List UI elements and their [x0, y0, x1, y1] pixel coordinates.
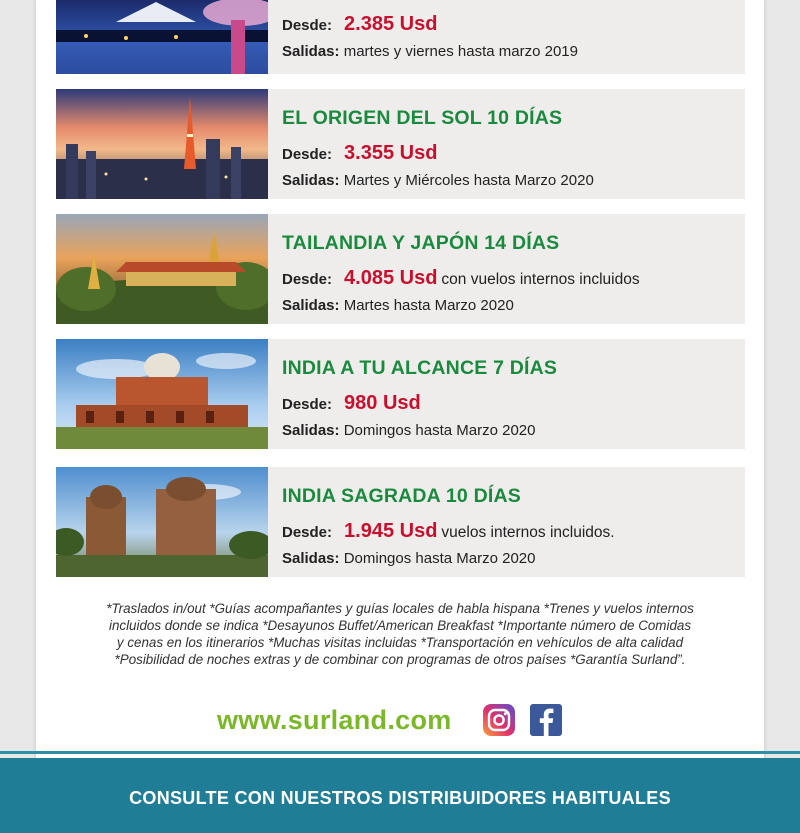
tour-title: EL ORIGEN DEL SOL 10 DÍAS: [282, 107, 563, 129]
price-label: Desde:: [282, 524, 333, 541]
departures-line: [282, 297, 514, 314]
facebook-icon[interactable]: [529, 703, 563, 737]
mount-fuji-photo-icon: [56, 0, 268, 74]
thai-temple-photo-icon: [56, 214, 268, 324]
instagram-icon[interactable]: [482, 703, 516, 737]
footnote-line: y cenas en los itinerarios *Muchas visitas incluidas *Transportación en vehículos de alta calidad: [116, 635, 684, 650]
footer-band: [0, 758, 800, 833]
departures-label: Salidas:: [282, 297, 340, 314]
tour-title: INDIA SAGRADA 10 DÍAS: [282, 485, 521, 507]
departures-label: Salidas:: [282, 43, 340, 60]
tour-price: 980 Usd: [344, 392, 421, 414]
price-label: Desde:: [282, 17, 333, 34]
footnote-line: incluidos donde se indica *Desayunos Buffet/American Breakfast *Importante número de Comidas: [108, 618, 692, 633]
price-line: [282, 520, 615, 543]
price-note: vuelos internos incluidos.: [441, 524, 615, 541]
departures-text: martes y viernes hasta marzo 2019: [343, 43, 578, 60]
departures-line: [282, 172, 594, 189]
price-line: [282, 392, 425, 415]
departures-text: Domingos hasta Marzo 2020: [343, 422, 536, 439]
price-label: Desde:: [282, 396, 333, 413]
price-label: Desde:: [282, 146, 333, 163]
departures-label: Salidas:: [282, 172, 340, 189]
footnote-line: *Traslados in/out *Guías acompañantes y guías locales de habla hispana *Trenes y vuelos internos: [106, 601, 694, 616]
tour-card-india-alcance[interactable]: [56, 339, 745, 449]
tour-card-origen-del-sol[interactable]: [56, 89, 745, 199]
tour-title: TAILANDIA Y JAPÓN 14 DÍAS: [282, 232, 560, 254]
departures-text: Martes y Miércoles hasta Marzo 2020: [343, 172, 594, 189]
tour-price: 3.355 Usd: [344, 142, 438, 164]
footer-stripe: [0, 751, 800, 754]
departures-text: Martes hasta Marzo 2020: [343, 297, 514, 314]
tour-card-india-sagrada[interactable]: [56, 467, 745, 577]
tour-price: 4.085 Usd: [344, 267, 438, 289]
orchha-temples-photo-icon: [56, 467, 268, 577]
tour-card-fuji[interactable]: [56, 0, 745, 74]
departures-text: Domingos hasta Marzo 2020: [343, 550, 536, 567]
departures-line: [282, 422, 535, 439]
price-note: con vuelos internos incluidos: [441, 271, 640, 288]
departures-line: [282, 550, 535, 567]
footnote-line: *Posibilidad de noches extras y de combinar con programas de otros países *Garantía Surland”.: [114, 652, 686, 667]
tour-price: 1.945 Usd: [344, 520, 438, 542]
website-link[interactable]: www.surland.com: [217, 705, 452, 735]
tokyo-tower-photo-icon: [56, 89, 268, 199]
price-line: [282, 13, 441, 36]
price-line: [282, 142, 441, 165]
tour-price: 2.385 Usd: [344, 13, 438, 35]
departures-label: Salidas:: [282, 422, 340, 439]
price-line: [282, 267, 640, 290]
footer-text: CONSULTE CON NUESTROS DISTRIBUIDORES HABITUALES: [129, 788, 671, 808]
price-label: Desde:: [282, 271, 333, 288]
inclusions-footnote: [46, 600, 754, 668]
tour-card-tailandia-japon[interactable]: [56, 214, 745, 324]
departures-line: [282, 43, 578, 60]
web-social-row: [0, 700, 800, 740]
departures-label: Salidas:: [282, 550, 340, 567]
tour-title: INDIA A TU ALCANCE 7 DÍAS: [282, 357, 558, 379]
humayun-tomb-photo-icon: [56, 339, 268, 449]
